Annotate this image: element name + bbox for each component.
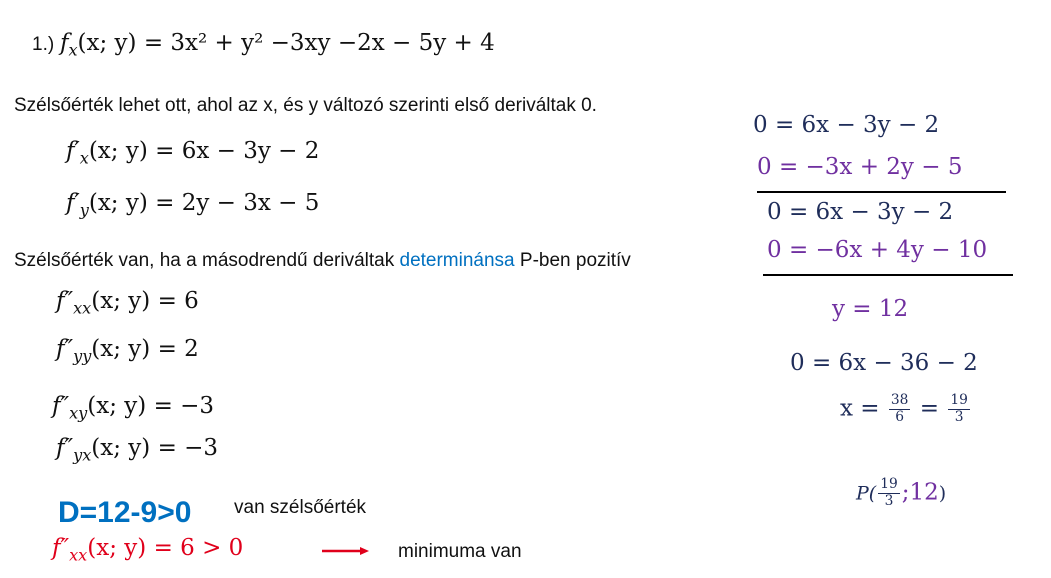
system-line-4: 0 = −6x + 4y − 10 [767, 237, 988, 263]
fyy-derivative [56, 336, 199, 366]
fyy-args: (x; y) [91, 336, 151, 362]
x-fraction-2 [948, 393, 970, 426]
conclusion-symbol: f″ [52, 535, 70, 561]
x-fraction-1-den: 6 [895, 408, 905, 425]
x-result [840, 393, 972, 426]
fyx-args: (x; y) [91, 435, 151, 461]
point-p-x-num: 19 [880, 476, 898, 492]
fy-value: = 2y − 3x − 5 [155, 190, 320, 216]
fyx-value: = −3 [157, 435, 219, 461]
x-fraction-1-num: 38 [890, 392, 909, 408]
point-p [856, 477, 946, 510]
conclusion-note: minimuma van [398, 541, 522, 562]
first-derivative-rule: Szélsőérték lehet ott, ahol az x, és y változó szerinti első deriváltak 0. [14, 95, 597, 116]
fxx-value: = 6 [157, 288, 199, 314]
function-definition [32, 30, 495, 60]
fx-derivative [66, 138, 320, 168]
fxx-subscript: xx [73, 298, 92, 318]
fxy-symbol: f″ [52, 393, 70, 419]
fyy-subscript: yy [73, 346, 92, 366]
system-line-1: 0 = 6x − 3y − 2 [753, 112, 940, 138]
point-p-x [878, 477, 900, 510]
fxx-symbol: f″ [56, 288, 74, 314]
fy-args: (x; y) [88, 190, 148, 216]
x-result-eq: = [919, 395, 940, 422]
function-name: f [59, 30, 69, 56]
fy-subscript: y [79, 200, 89, 220]
system-line-2: 0 = −3x + 2y − 5 [757, 154, 963, 180]
separator-line-1 [757, 191, 1006, 193]
determinant-rule-text: Szélsőérték van, ha a másodrendű deriváltak [14, 250, 400, 271]
fxx-args: (x; y) [91, 288, 151, 314]
substitution: 0 = 6x − 36 − 2 [790, 350, 978, 376]
x-result-lhs: x = [840, 395, 880, 422]
fxx-derivative [56, 288, 199, 318]
determinant-rule [14, 250, 631, 272]
fx-args: (x; y) [88, 138, 148, 164]
fyx-derivative [56, 435, 219, 465]
determinant-note: van szélsőérték [234, 497, 367, 518]
point-p-x-den: 3 [884, 492, 894, 509]
y-result: y = 12 [832, 296, 909, 322]
x-fraction-1 [889, 393, 911, 426]
fyx-subscript: yx [73, 445, 92, 465]
function-subscript: x [68, 40, 78, 60]
fxy-args: (x; y) [87, 393, 147, 419]
x-fraction-2-den: 3 [954, 408, 964, 425]
fy-symbol: f′ [66, 190, 80, 216]
problem-number: 1.) [32, 34, 55, 55]
fyx-symbol: f″ [56, 435, 74, 461]
fy-derivative [66, 190, 320, 220]
point-p-label: P( [856, 482, 877, 505]
conclusion-args: (x; y) [87, 535, 147, 561]
function-body: = 3x² + y² −3xy −2x − 5y + 4 [143, 30, 495, 56]
determinant-value: D=12-9>0 [58, 496, 192, 529]
fyy-value: = 2 [157, 336, 199, 362]
determinant-rule-tail: P-ben pozitív [514, 250, 631, 271]
fx-subscript: x [79, 148, 89, 168]
fxy-derivative [52, 393, 215, 423]
fxy-subscript: xy [69, 403, 88, 423]
determinant-link: determinánsa [399, 250, 515, 271]
arrow-right-icon [322, 545, 370, 557]
x-fraction-2-num: 19 [950, 392, 968, 408]
conclusion-value: = 6 > 0 [153, 535, 244, 561]
conclusion-fxx [52, 535, 244, 565]
separator-line-2 [763, 274, 1013, 276]
system-line-3: 0 = 6x − 3y − 2 [767, 199, 954, 225]
fx-symbol: f′ [66, 138, 80, 164]
point-p-close: ) [938, 482, 947, 505]
fx-value: = 6x − 3y − 2 [155, 138, 320, 164]
fyy-symbol: f″ [56, 336, 74, 362]
fxy-value: = −3 [153, 393, 215, 419]
point-p-y: ;12 [901, 479, 939, 506]
function-args: (x; y) [77, 30, 137, 56]
conclusion-subscript: xx [69, 545, 88, 565]
